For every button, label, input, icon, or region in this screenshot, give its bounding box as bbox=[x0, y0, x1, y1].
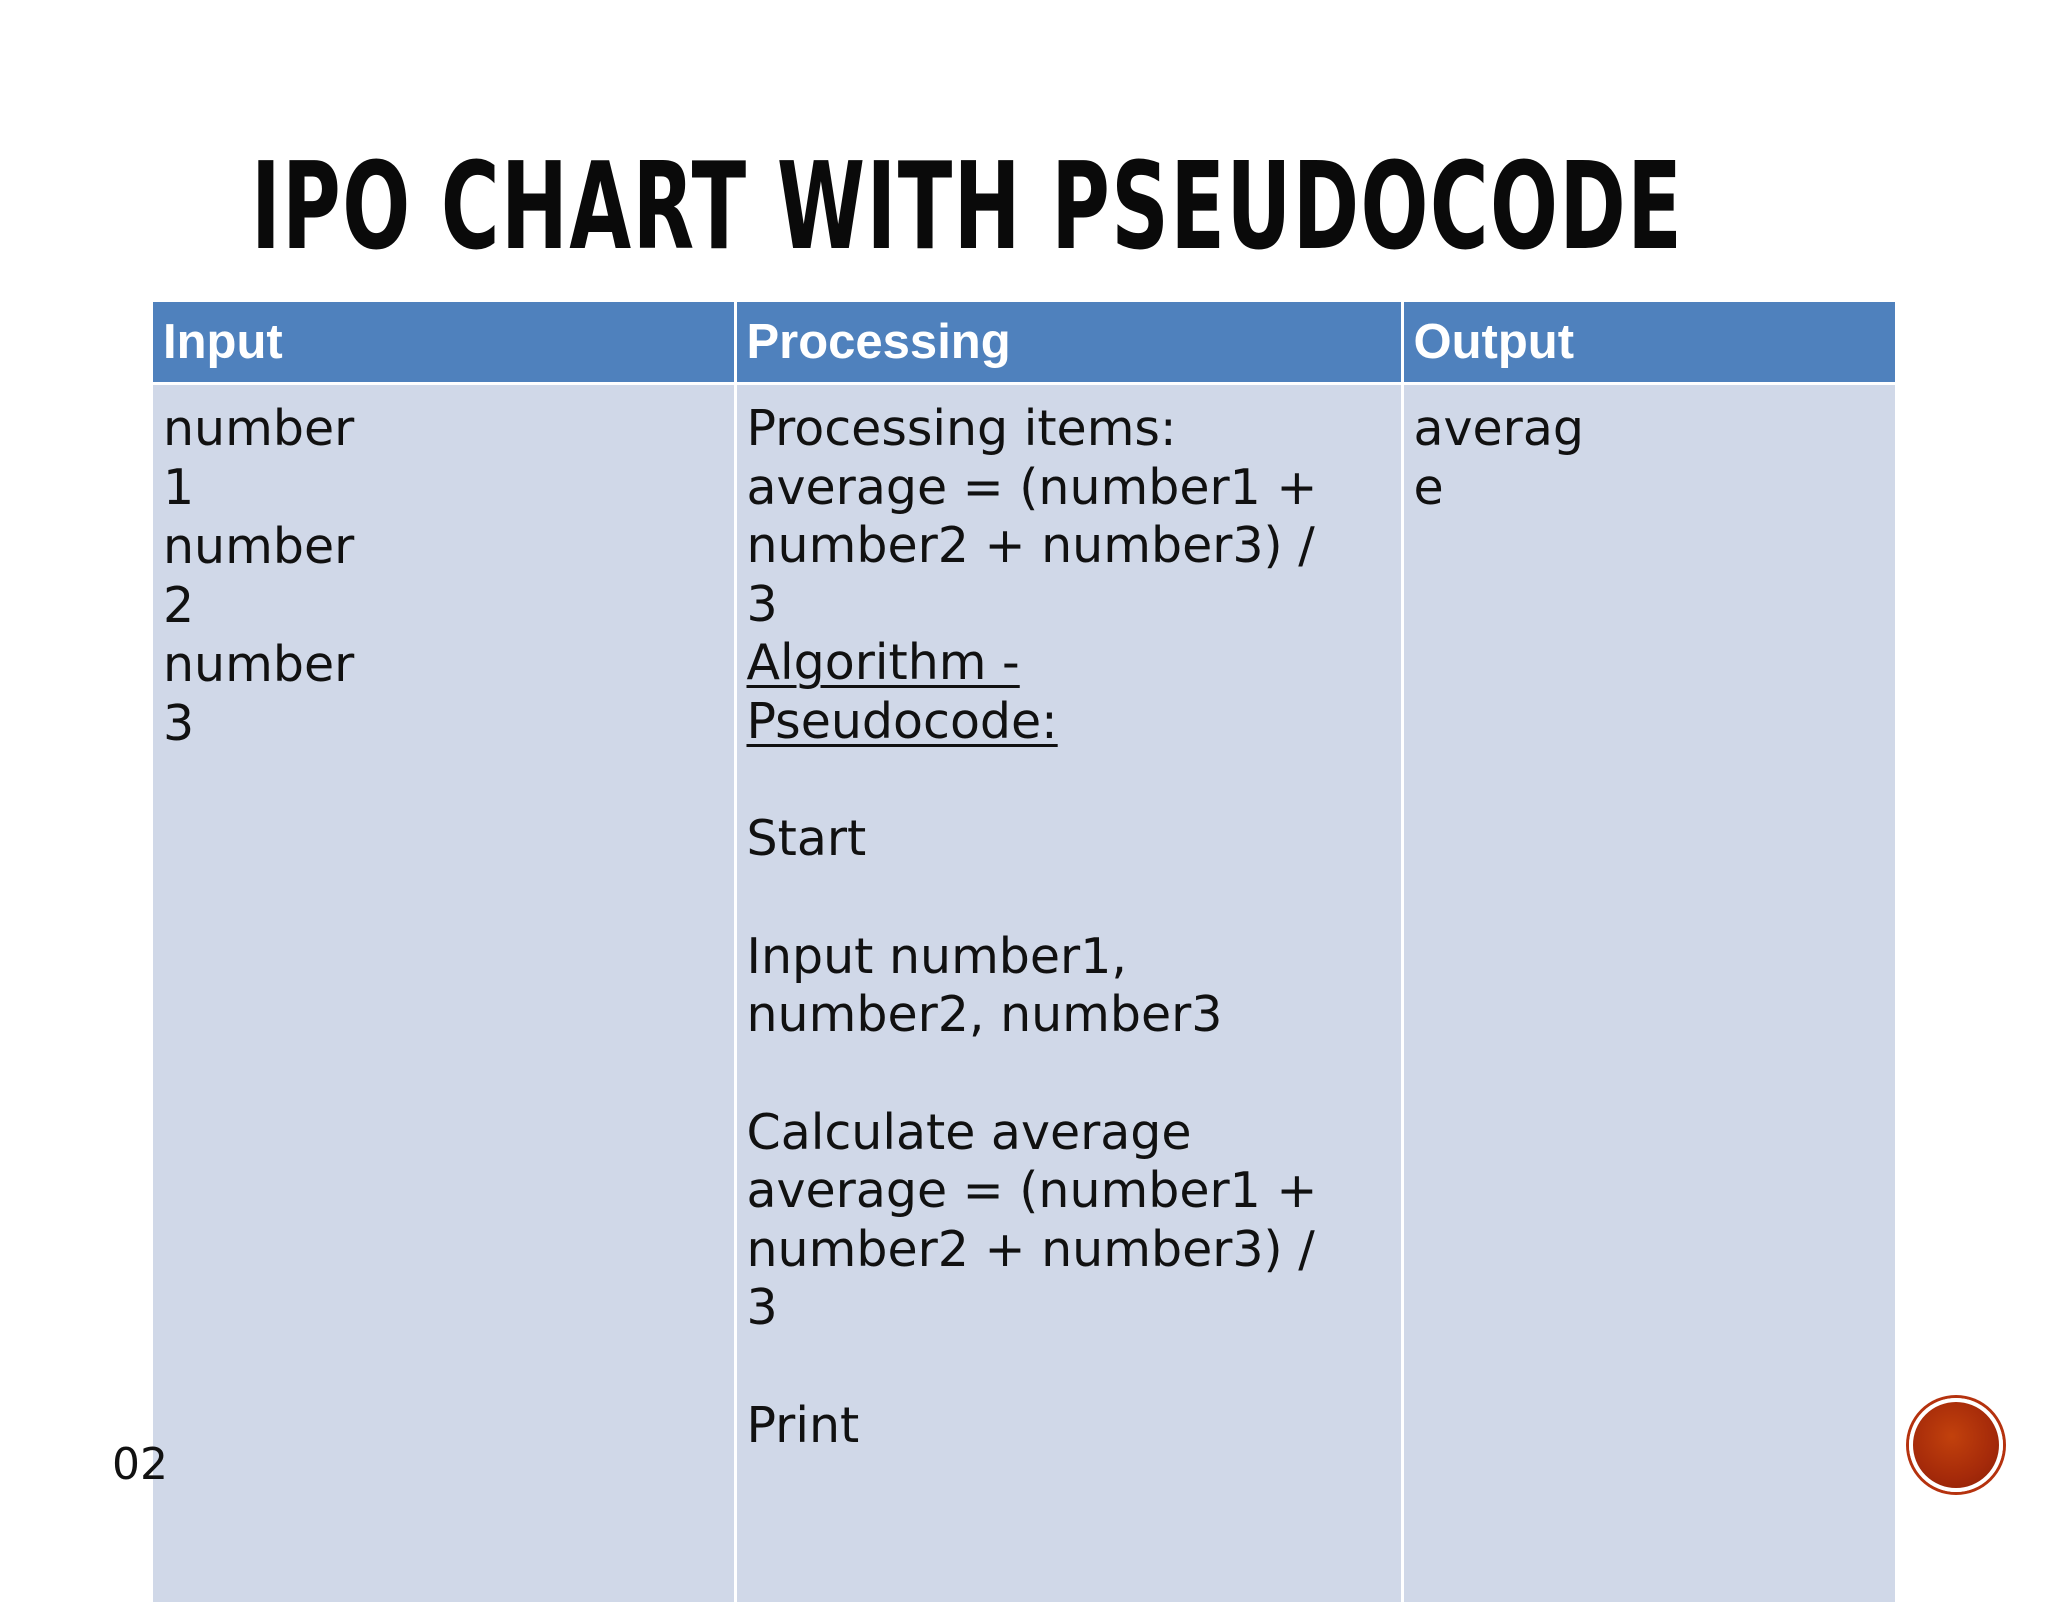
header-output: Output bbox=[1402, 302, 1895, 384]
ipo-table bbox=[153, 302, 1895, 1602]
input-line: number bbox=[163, 635, 724, 694]
slide-title: IPO CHART WITH PSEUDOCODE bbox=[251, 138, 1683, 278]
pseudocode-input: number2, number3 bbox=[747, 985, 1391, 1044]
pseudocode-input: Input number1, bbox=[747, 927, 1391, 986]
input-line: number bbox=[163, 399, 724, 458]
input-cell bbox=[153, 384, 735, 1602]
formula-line: number2 + number3) / bbox=[747, 516, 1391, 575]
output-cell bbox=[1402, 384, 1895, 1602]
slide-badge-circle bbox=[1909, 1398, 2003, 1492]
formula-line: average = (number1 + bbox=[747, 458, 1391, 517]
pseudocode-calc: average = (number1 + bbox=[747, 1161, 1391, 1220]
pseudocode-calc: number2 + number3) / bbox=[747, 1220, 1391, 1279]
processing-items-label: Processing items: bbox=[747, 399, 1391, 458]
pseudocode-calc: Calculate average bbox=[747, 1103, 1391, 1162]
processing-cell bbox=[735, 384, 1402, 1602]
input-line: 2 bbox=[163, 576, 724, 635]
pseudocode-print: Print bbox=[747, 1396, 1391, 1455]
formula-line: 3 bbox=[747, 575, 1391, 634]
table-header-row bbox=[153, 302, 1895, 384]
footer-date: 02 bbox=[112, 1438, 168, 1492]
algorithm-heading: Pseudocode: bbox=[747, 693, 1058, 750]
algorithm-heading: Algorithm - bbox=[747, 634, 1020, 691]
header-input: Input bbox=[153, 302, 735, 384]
header-processing: Processing bbox=[735, 302, 1402, 384]
pseudocode-calc: 3 bbox=[747, 1278, 1391, 1337]
input-line: 3 bbox=[163, 694, 724, 753]
output-line: e bbox=[1414, 458, 1886, 517]
table-row bbox=[153, 384, 1895, 1602]
input-line: 1 bbox=[163, 458, 724, 517]
input-line: number bbox=[163, 517, 724, 576]
pseudocode-start: Start bbox=[747, 809, 1391, 868]
output-line: averag bbox=[1414, 399, 1886, 458]
